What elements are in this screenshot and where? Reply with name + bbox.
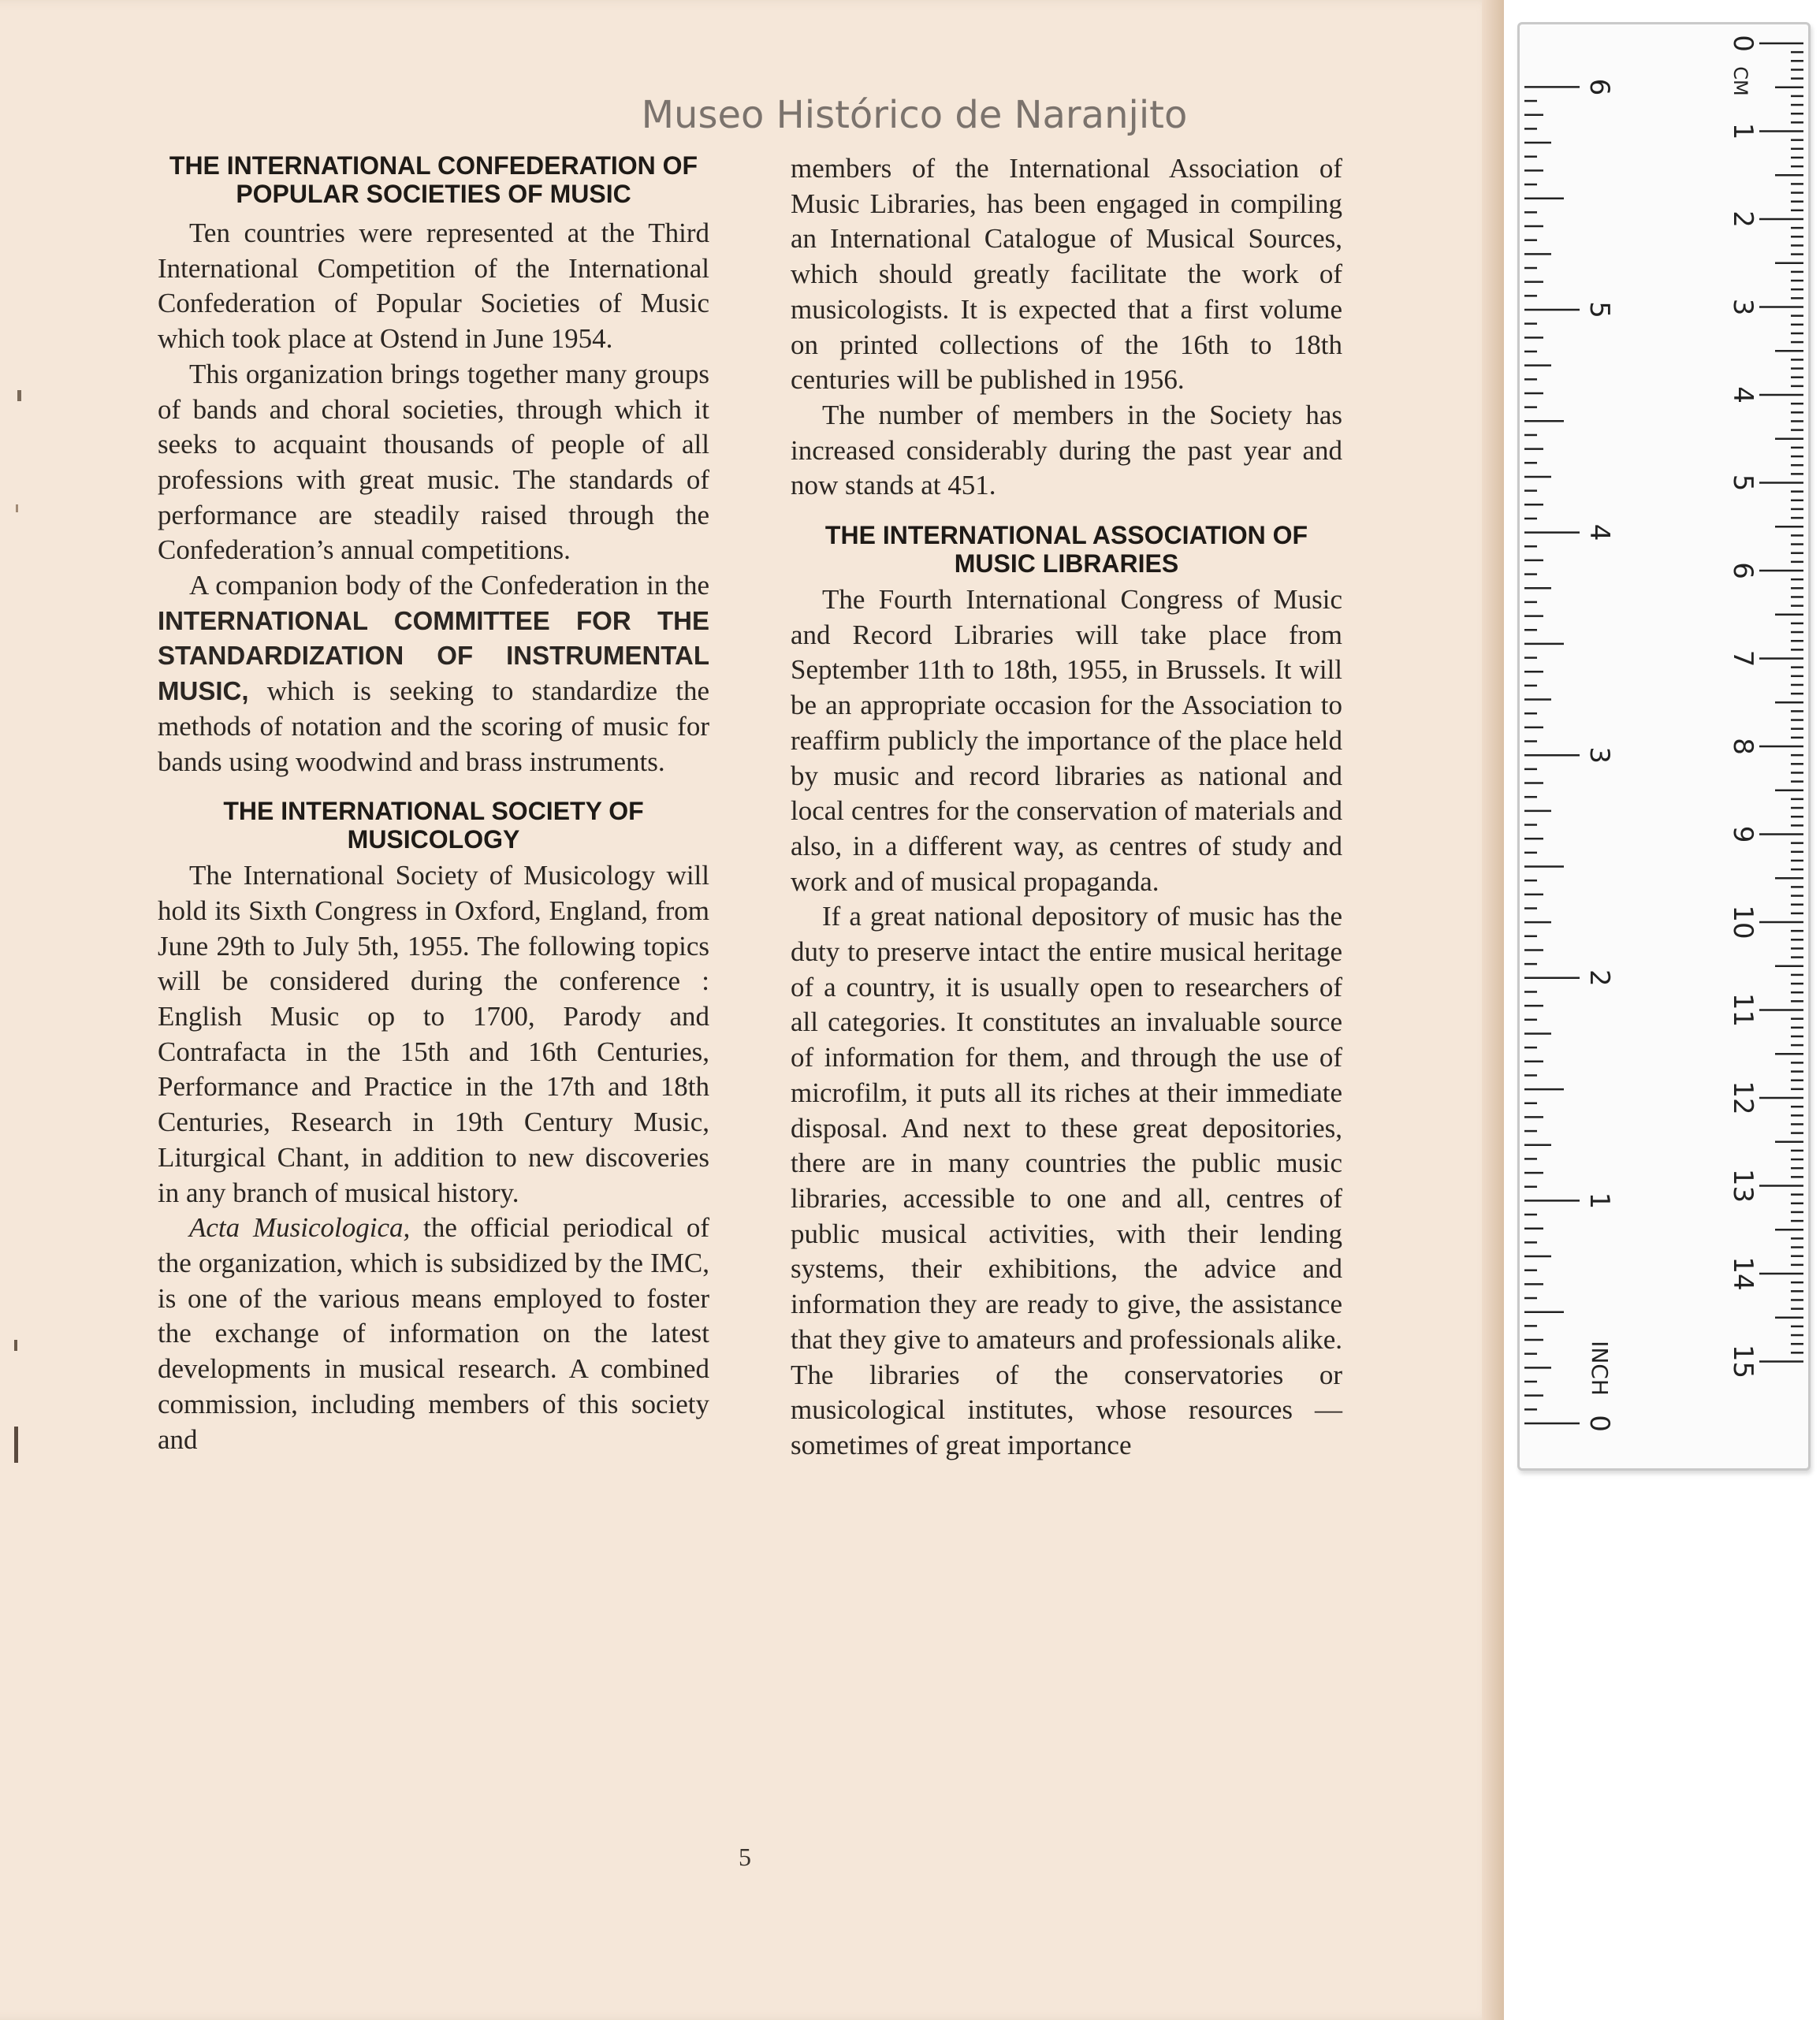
cm-label: 0 xyxy=(1727,35,1759,52)
cm-unit-label: CM xyxy=(1729,66,1751,96)
journal-title: Acta Musicologica, xyxy=(189,1212,411,1244)
paragraph: Ten countries were represented at the Third International Competition of the International Confederation of Popular Societies of Music which took place at Ostend in June 1954. xyxy=(158,218,709,355)
paragraph-text: the official periodical of the organization, which is subsidized by the IMC, is one of the various means employed to foster the exchange of information on the latest developments in musical research. A combined commission, including members of this society and xyxy=(158,1212,710,1455)
cm-label: 14 xyxy=(1727,1256,1759,1291)
paragraph: members of the International Association of Music Libraries, has been engaged in compiling an International Catalogue of Musical Sources, which should greatly facilitate the work of musicologists. It is expected that a first volume on printed collections of the 16th to 18th centuries will be published in 1956. xyxy=(791,153,1342,396)
page-number: 5 xyxy=(739,1843,751,1871)
cm-label: 5 xyxy=(1727,474,1759,492)
paragraph: The number of members in the Society has increased considerably during the past year and now stands at 451. xyxy=(791,399,1342,501)
cm-label: 2 xyxy=(1727,210,1759,228)
cm-label: 8 xyxy=(1727,738,1759,755)
cm-label: 11 xyxy=(1727,992,1759,1028)
measuring-ruler xyxy=(1517,22,1811,1471)
inch-label: 2 xyxy=(1584,969,1615,987)
cm-label: 13 xyxy=(1727,1168,1759,1203)
heading-popular-societies: THE INTERNATIONAL CONFEDERATION OF POPULAR SOCIETIES OF MUSIC xyxy=(169,151,698,208)
cm-label: 4 xyxy=(1727,386,1759,404)
cm-label: 1 xyxy=(1727,122,1759,140)
paragraph: This organization brings together many groups of bands and choral societies, through which it seeks to acquaint thousands of people of all professions with great music. The standards of performance are steadily raised through the Confederation’s annual competitions. xyxy=(158,358,709,566)
paragraph xyxy=(158,1211,709,1457)
cm-label: 6 xyxy=(1727,562,1759,579)
inch-label: 0 xyxy=(1584,1415,1615,1432)
paragraph: The Fourth International Congress of Music and Record Libraries will take place from September 11th to 18th, 1955, in Brussels. It will be an appropriate occasion for the Association to reaffirm publicly the importance of the place held by music and record libraries as national and local centres for the conservation of materials and also, in a different way, as centres of study and work and of musical propaganda. xyxy=(791,584,1342,897)
paragraph-text: A companion body of the Confederation in the xyxy=(189,570,709,601)
heading-musicology: THE INTERNATIONAL SOCIETY OF MUSICOLOGY xyxy=(223,797,644,854)
cm-label: 10 xyxy=(1727,905,1759,939)
ruler-scale xyxy=(1520,24,1808,1468)
inch-label: 4 xyxy=(1584,523,1615,541)
heading-music-libraries: THE INTERNATIONAL ASSOCIATION OF MUSIC LIBRARIES xyxy=(824,521,1308,578)
right-column xyxy=(791,151,1342,1464)
left-column xyxy=(158,151,709,1457)
watermark-text: Museo Histórico de Naranjito xyxy=(641,93,1188,137)
paragraph: The International Society of Musicology will hold its Sixth Congress in Oxford, England, from June 29th to July 5th, 1955. The following topics will be considered during the conference : English Music op to 1700, Parody and Contrafacta in the 15th and 16th Centuries, Performance and Practice in the 17th and 18th Centuries, Research in 19th Century Music, Liturgical Chant, in addition to new discoveries in any branch of musical history. xyxy=(158,860,709,1208)
cm-label: 12 xyxy=(1727,1081,1759,1115)
paragraph: If a great national depository of music has the duty to preserve intact the entire musical heritage of a country, it is usually open to researchers of all categories. It constitutes an invaluable source of information for them, and through the use of microfilm, it puts all its riches at their immediate disposal. And next to these great depositories, there are in many countries the public music libraries, accessible to one and all, centres of public musical activities, with their lending systems, their exhibitions, the advice and information they are ready to give, the assistance that they give to amateurs and professionals alike. The libraries of the conservatories or musicological institutes, whose resources — sometimes of great importance xyxy=(791,901,1342,1460)
cm-label: 7 xyxy=(1727,649,1759,668)
cm-label: 15 xyxy=(1727,1344,1759,1379)
inch-unit-label: INCH xyxy=(1587,1341,1613,1396)
paragraph xyxy=(158,568,709,779)
inch-label: 6 xyxy=(1584,78,1615,96)
inch-label: 1 xyxy=(1584,1192,1615,1210)
inch-label: 3 xyxy=(1584,746,1615,764)
paragraph-text: which is seeking to standardize the methods of notation and the scoring of music for bands using woodwind and brass instruments. xyxy=(158,675,709,777)
cm-label: 3 xyxy=(1727,298,1759,316)
inch-label: 5 xyxy=(1584,301,1615,318)
page-margin-marks xyxy=(6,0,30,1497)
cm-label: 9 xyxy=(1727,825,1759,843)
committee-name: INTERNATIONAL COMMITTEE FOR THE STANDARDIZATION OF INSTRUMENTAL MUSIC, xyxy=(158,605,709,706)
page-edge-shadow xyxy=(1482,0,1504,2020)
